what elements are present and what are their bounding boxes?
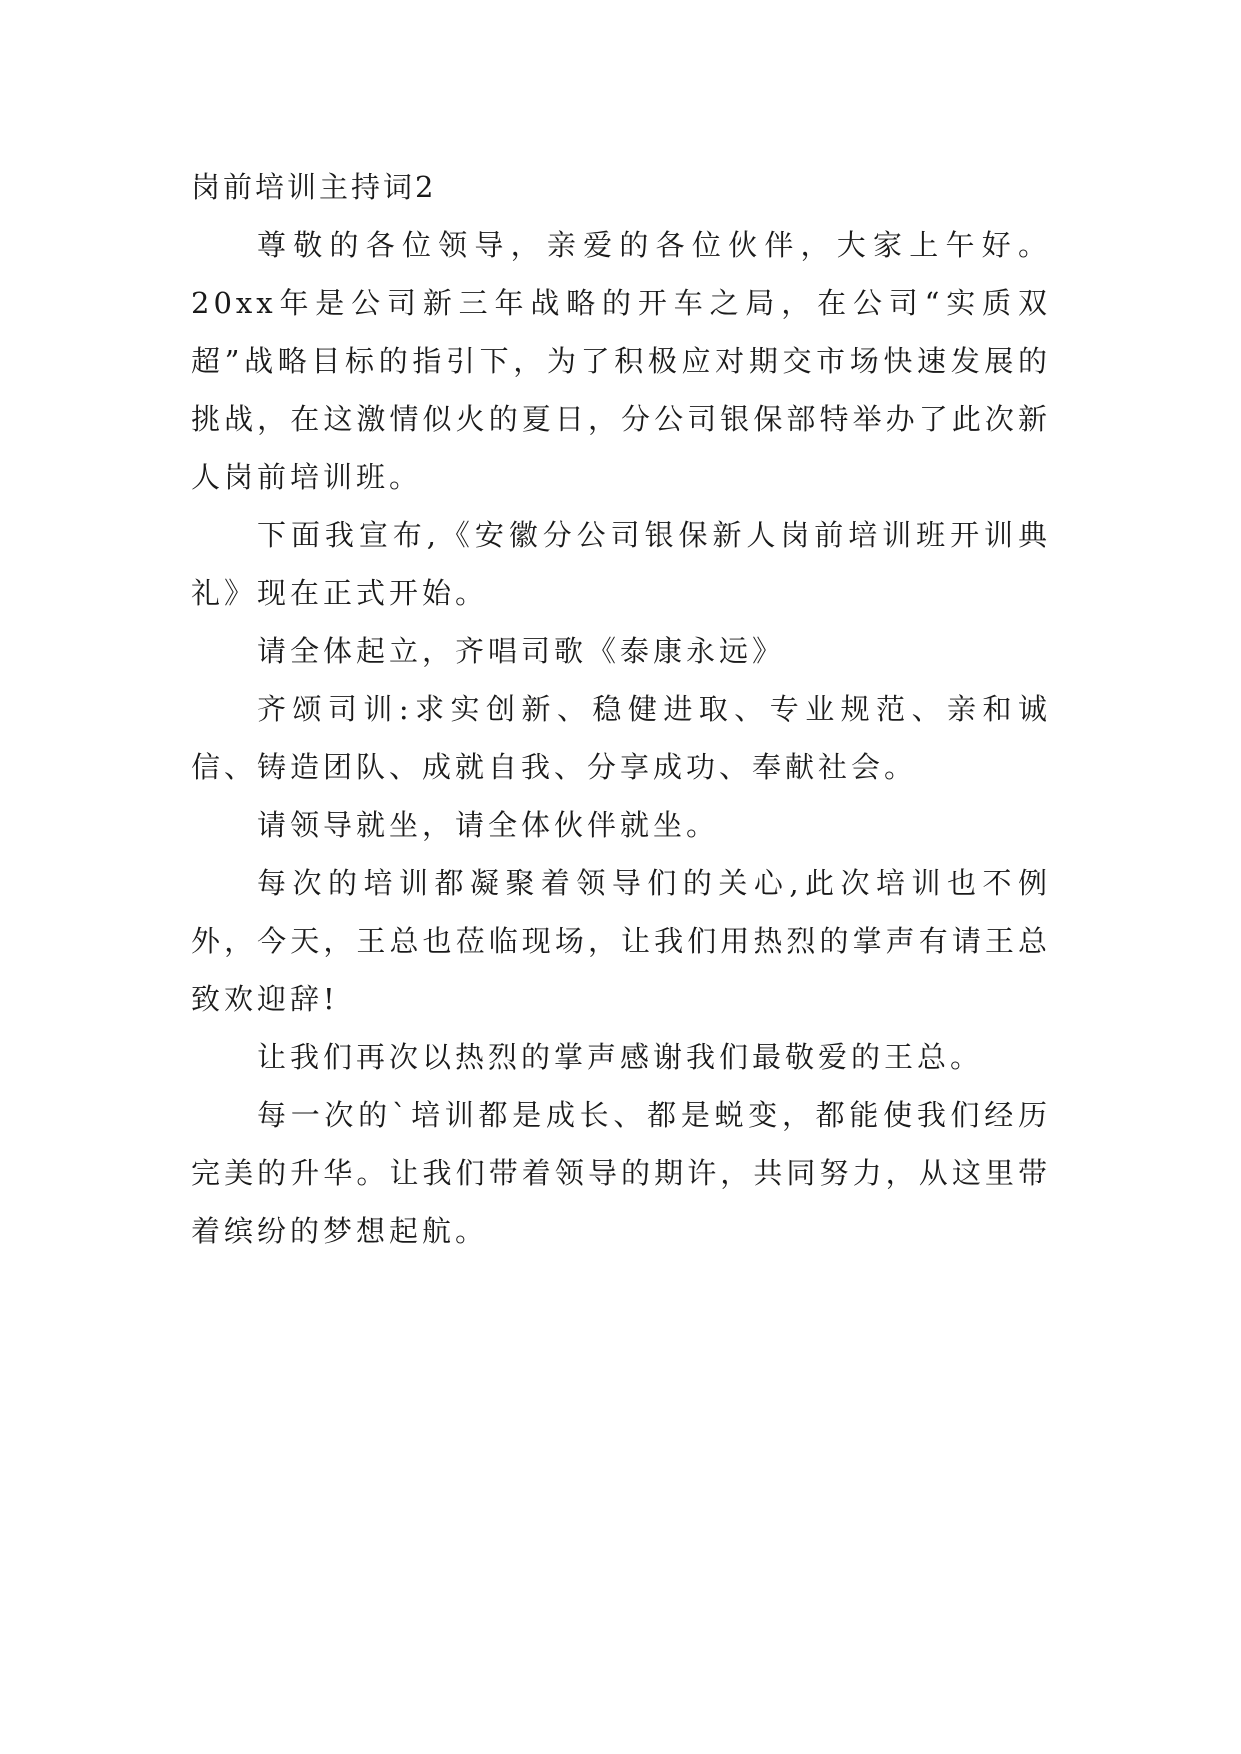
paragraph-announcement: 下面我宣布,《安徽分公司银保新人岗前培训班开训典礼》现在正式开始。 (191, 518, 1051, 610)
paragraph-welcome-speech: 每次的培训都凝聚着领导们的关心,此次培训也不例外，今天，王总也莅临现场，让我们用热烈的掌声有请王总致欢迎辞! (191, 866, 1051, 1016)
paragraph-company-motto: 齐颂司训:求实创新、稳健进取、专业规范、亲和诚信、铸造团队、成就自我、分享成功、奉献社会。 (191, 692, 1051, 784)
paragraph-closing: 每一次的`培训都是成长、都是蜕变，都能使我们经历完美的升华。让我们带着领导的期许，共同努力，从这里带着缤纷的梦想起航。 (191, 1098, 1051, 1248)
paragraph-company-song: 请全体起立，齐唱司歌《泰康永远》 (257, 634, 786, 668)
paragraph-greeting: 尊敬的各位领导，亲爱的各位伙伴，大家上午好。20xx年是公司新三年战略的开车之局，在公司“实质双超”战略目标的指引下，为了积极应对期交市场快速发展的挑战，在这激情似火的夏日，分公司银保部特举办了此次新人岗前培训班。 (191, 228, 1051, 494)
document-title: 岗前培训主持词2 (191, 170, 437, 204)
paragraph-please-sit: 请领导就坐，请全体伙伴就坐。 (257, 808, 720, 842)
paragraph-thanks: 让我们再次以热烈的掌声感谢我们最敬爱的王总。 (257, 1040, 984, 1074)
document-body (191, 158, 1051, 1260)
